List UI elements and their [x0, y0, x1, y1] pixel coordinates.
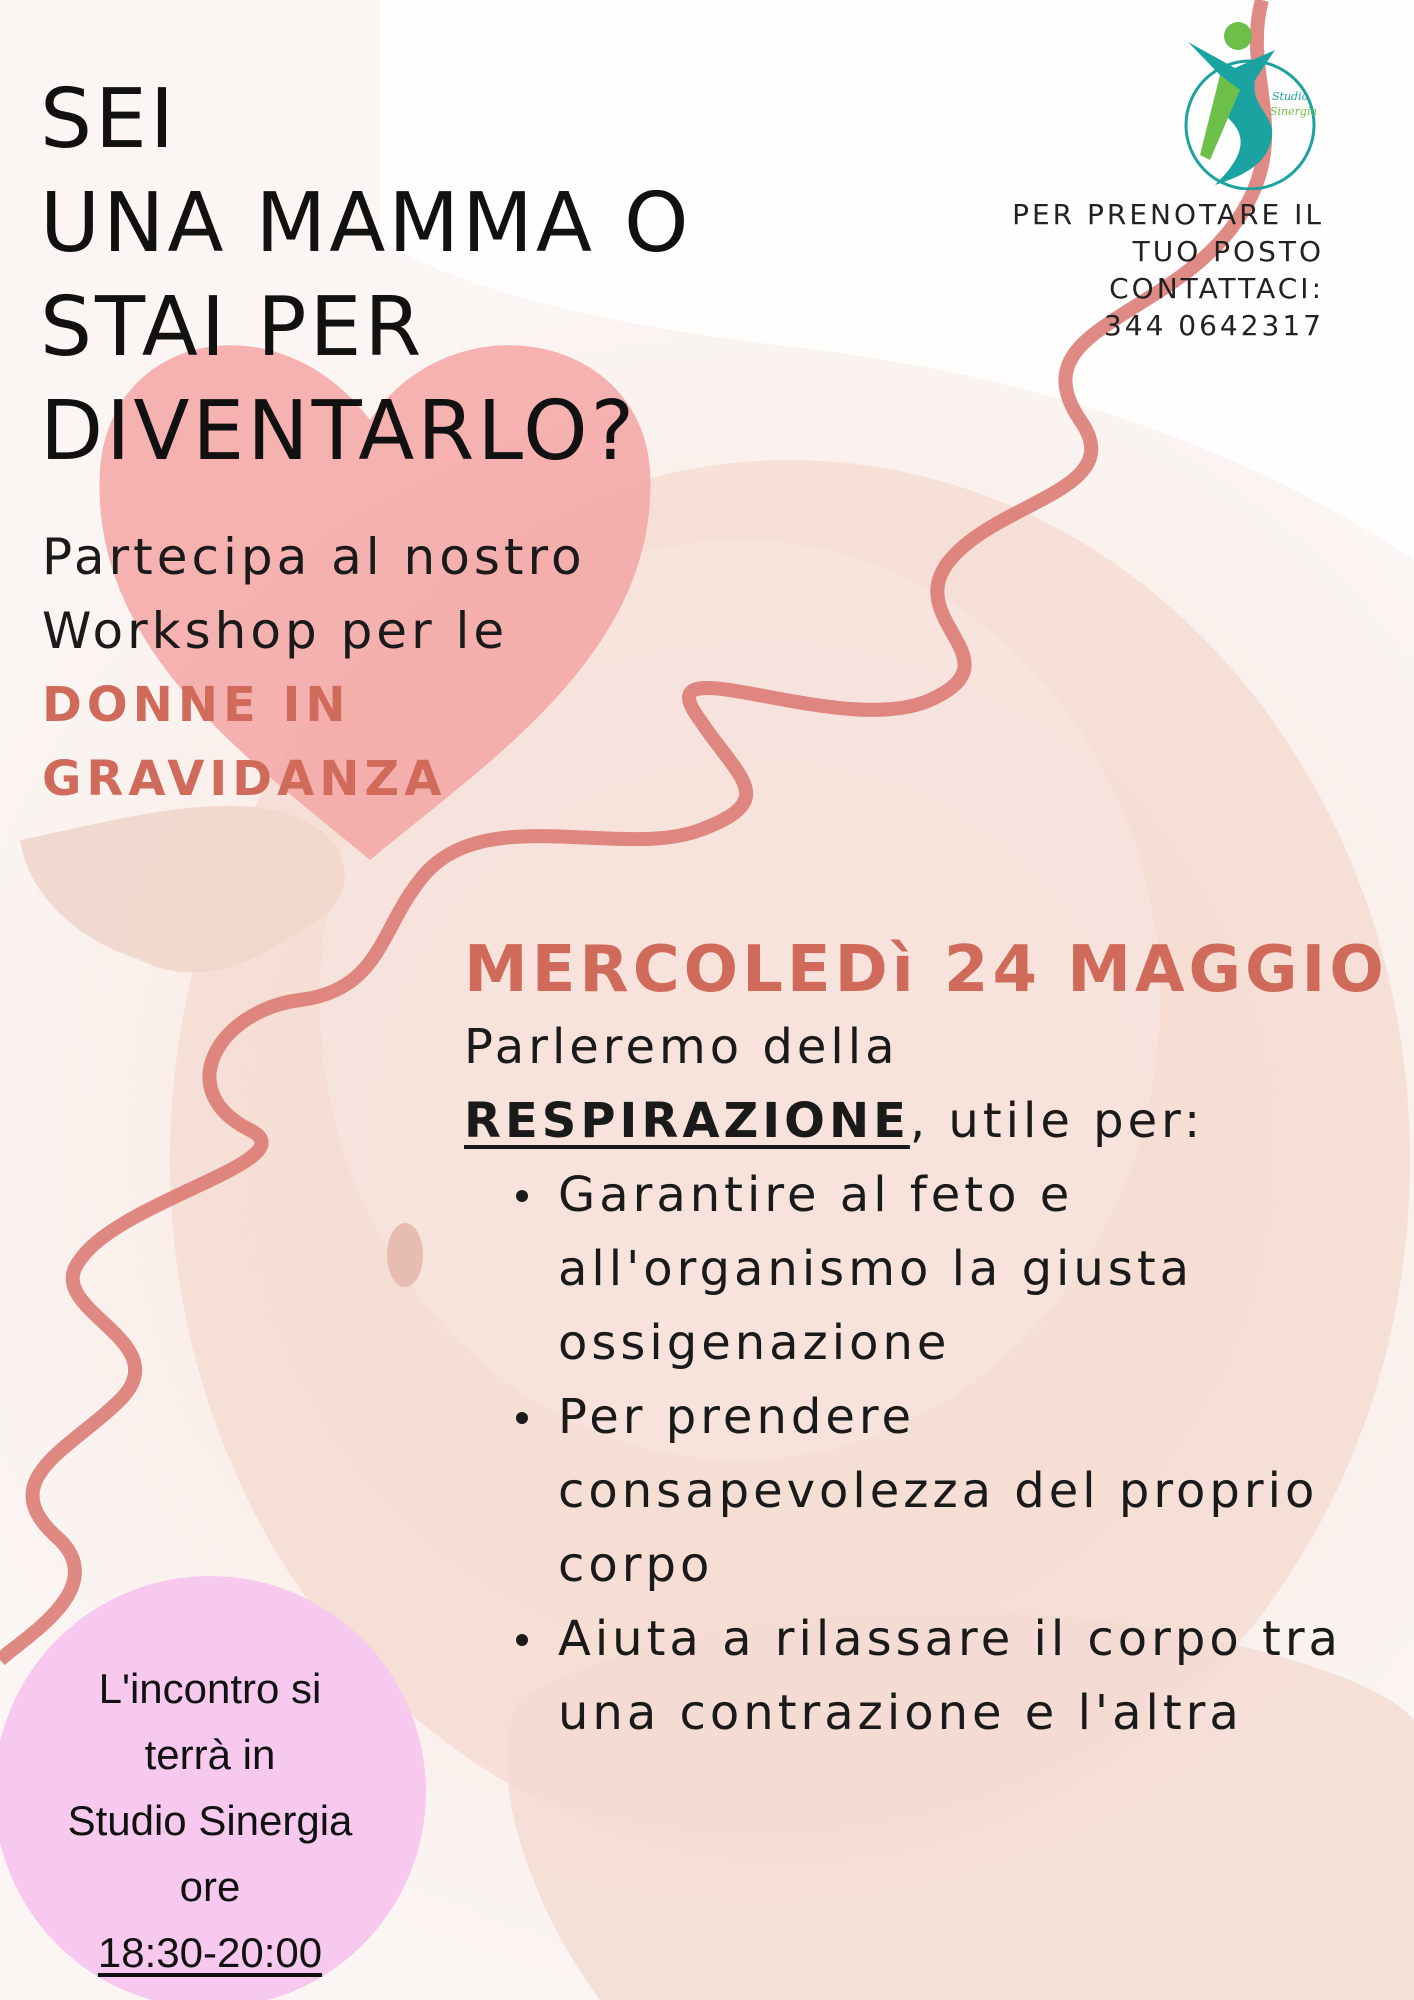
intro-line-2: Workshop per le: [42, 602, 509, 660]
event-date: MERCOLEDì 24 MAGGIO: [464, 933, 1388, 1007]
contact-line-2: TUO POSTO: [1132, 235, 1324, 268]
title-line-1: SEI: [40, 72, 178, 167]
intro-highlight-1: DONNE IN: [42, 677, 351, 733]
location-line-1: L'incontro si: [98, 1665, 322, 1712]
event-line-1: Parleremo della: [464, 1019, 899, 1075]
title-line-2: UNA MAMMA O: [40, 176, 692, 271]
contact-line-3: CONTATTACI:: [1109, 272, 1324, 305]
list-item: [558, 1158, 1394, 1380]
event-line-2: [464, 1084, 1394, 1158]
event-description: [464, 1010, 1394, 1158]
location-time-line: [0, 1854, 420, 1986]
contact-phone[interactable]: 344 0642317: [1103, 309, 1324, 342]
location-text: [0, 1656, 420, 1986]
title-line-3: STAI PER: [40, 280, 425, 375]
list-item: [558, 1380, 1394, 1602]
list-item: [558, 1602, 1394, 1750]
event-keyword: RESPIRAZIONE: [464, 1093, 910, 1149]
bullet-3-line-1: Aiuta a rilassare il corpo tra: [558, 1611, 1342, 1667]
intro-text: [42, 520, 586, 816]
page-title: [40, 68, 692, 484]
contact-info: [1012, 196, 1324, 344]
bullet-2-line-2: consapevolezza del proprio: [558, 1463, 1319, 1519]
contact-line-1: PER PRENOTARE IL: [1012, 198, 1324, 231]
intro-line-1: Partecipa al nostro: [42, 528, 586, 586]
logo-text-2: Sinergia: [1270, 105, 1318, 118]
logo-head-icon: [1224, 22, 1252, 50]
event-line-2-suffix: , utile per:: [909, 1093, 1205, 1149]
time-prefix: ore: [179, 1863, 241, 1910]
bullet-3-line-2: una contrazione e l'altra: [558, 1685, 1243, 1741]
bullet-1-line-3: ossigenazione: [558, 1315, 951, 1371]
title-line-4: DIVENTARLO?: [40, 384, 638, 479]
location-line-2: terrà in: [144, 1731, 276, 1778]
intro-highlight-2: GRAVIDANZA: [42, 751, 447, 807]
bullet-2-line-3: corpo: [558, 1537, 714, 1593]
studio-sinergia-logo: [1180, 20, 1320, 190]
bullet-2-line-1: Per prendere: [558, 1389, 916, 1445]
event-section: [464, 930, 1394, 1750]
event-time: 18:30-20:00: [97, 1929, 323, 1976]
bullet-1-line-1: Garantire al feto e: [558, 1167, 1074, 1223]
benefits-list: [464, 1158, 1394, 1750]
navel: [387, 1223, 423, 1287]
location-line-3: Studio Sinergia: [67, 1797, 353, 1844]
bullet-1-line-2: all'organismo la giusta: [558, 1241, 1194, 1297]
logo-text-1: Studio: [1272, 90, 1309, 103]
